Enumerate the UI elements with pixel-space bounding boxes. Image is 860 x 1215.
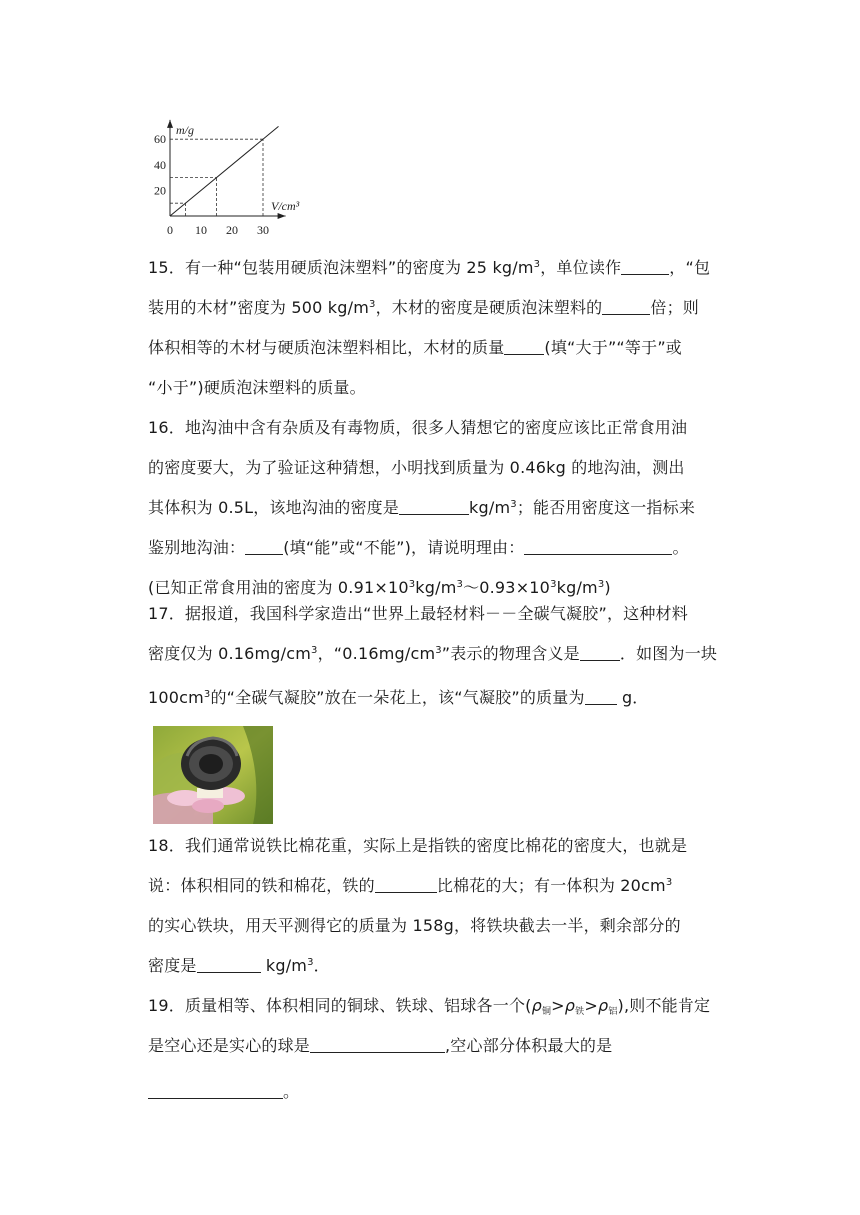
- q17-answer-blank-2[interactable]: [585, 688, 617, 705]
- x-tick-label: 20: [226, 223, 238, 237]
- q16-line2-text: 的密度要大，为了验证这种猜想，小明找到质量为 0.46kg 的地沟油，测出: [148, 458, 685, 477]
- q16-line5-text-c: ～0.93×10: [463, 578, 551, 597]
- y-tick-label: 20: [154, 183, 166, 198]
- y-tick-label: 60: [154, 132, 166, 147]
- q15-answer-blank-3[interactable]: [504, 338, 544, 355]
- rho-symbol: ρ: [564, 996, 576, 1015]
- q16-unit-2: kg/m: [415, 578, 457, 597]
- subscript-aluminum: 铝: [608, 1007, 618, 1017]
- q15-line3-text-b: (填“大于”“等于”或: [544, 338, 683, 357]
- mass-volume-chart: [145, 118, 315, 243]
- q17-line2-text-c: ”表示的物理含义是: [441, 644, 580, 663]
- y-axis-label: m/g: [176, 123, 194, 137]
- q15-line2-text-b: ，木材的密度是硬质泡沫塑料的: [375, 298, 603, 317]
- q19-line3-text: 。: [283, 1082, 300, 1101]
- y-tick-label: 40: [154, 157, 166, 172]
- greater-than: >: [584, 996, 598, 1015]
- q18-line4-text: 密度是: [148, 956, 197, 975]
- aerogel-on-flower-photo: [153, 726, 273, 824]
- x-axis-label: V/cm³: [271, 199, 300, 213]
- q17-line2-text-d: ．如图为一块: [619, 644, 718, 663]
- q18-line2-text-b: 比棉花的大；有一体积为 20cm: [436, 876, 666, 895]
- q15-line1-text-b: ，单位读作: [540, 258, 622, 277]
- q16-line5-text: (已知正常食用油的密度为 0.91×10: [148, 578, 409, 597]
- question-15: [148, 258, 728, 418]
- q16-line4-text: 鉴别地沟油：: [148, 538, 246, 557]
- q15-line1-text-c: ，“包: [669, 258, 711, 277]
- q19-answer-blank-1[interactable]: [310, 1036, 445, 1053]
- superscript: 3: [533, 259, 541, 270]
- x-axis-arrow: [278, 213, 286, 219]
- rho-symbol: ρ: [531, 996, 542, 1015]
- q16-unit: kg/m: [469, 498, 511, 517]
- q15-line2-text: 装用的木材”密度为 500 kg/m: [148, 298, 369, 317]
- x-tick-label: 0: [167, 223, 173, 237]
- question-18: [148, 836, 728, 996]
- x-tick-label: 10: [195, 223, 207, 237]
- q16-unit-3: kg/m: [556, 578, 598, 597]
- q18-answer-blank-2[interactable]: [197, 956, 261, 973]
- q19-answer-blank-2[interactable]: [148, 1082, 283, 1099]
- superscript: 3: [510, 499, 517, 510]
- q16-line1-text: 16．地沟油中含有杂质及有毒物质，很多人猜想它的密度应该比正常食用油: [148, 418, 688, 437]
- q19-line1-text-b: ),则不能肯定: [617, 996, 711, 1015]
- q15-answer-blank-2[interactable]: [602, 298, 650, 315]
- q16-line3-text-c: ；能否用密度这一指标来: [516, 498, 696, 517]
- q17-line2-text-b: ，“0.16mg/cm: [317, 644, 436, 663]
- q16-answer-blank-2[interactable]: [245, 538, 283, 555]
- superscript: 3: [665, 877, 673, 888]
- subscript-copper: 铜: [541, 1007, 552, 1017]
- superscript: 3: [369, 299, 376, 310]
- q17-line3-text-c: g．: [616, 688, 649, 707]
- q18-line4-text-c: ．: [313, 956, 330, 975]
- superscript: 3: [435, 645, 442, 656]
- q16-line3-text: 其体积为 0.5L，该地沟油的密度是: [148, 498, 400, 517]
- q15-line2-text-c: 倍；则: [650, 298, 699, 317]
- q16-answer-blank-3[interactable]: [524, 538, 672, 555]
- q16-answer-blank-1[interactable]: [399, 498, 469, 515]
- q17-answer-blank-1[interactable]: [580, 644, 620, 661]
- q15-line1-text: 15．有一种“包装用硬质泡沫塑料”的密度为 25 kg/m: [148, 258, 534, 277]
- q19-line1-text: 19．质量相等、体积相同的铜球、铁球、铝球各一个(: [148, 996, 532, 1015]
- q15-line3-text: 体积相等的木材与硬质泡沫塑料相比，木材的质量: [148, 338, 505, 357]
- q18-line3-text: 的实心铁块，用天平测得它的质量为 158g，将铁块截去一半，剩余部分的: [148, 916, 681, 935]
- q16-line4-text-c: 。: [672, 538, 689, 557]
- question-17: [148, 604, 728, 728]
- q18-line1-text: 18．我们通常说铁比棉花重，实际上是指铁的密度比棉花的密度大，也就是: [148, 836, 688, 855]
- q16-line4-text-b: (填“能”或“不能”)，请说明理由：: [283, 538, 525, 557]
- q17-line2-text: 密度仅为 0.16mg/cm: [148, 644, 312, 663]
- superscript: 3: [550, 579, 557, 590]
- q18-unit: kg/m: [260, 956, 308, 975]
- y-axis-arrow: [167, 120, 173, 128]
- subscript-iron: 铁: [575, 1007, 585, 1017]
- q15-answer-blank-1[interactable]: [621, 258, 669, 275]
- q18-line2-text: 说：体积相同的铁和棉花，铁的: [148, 876, 375, 895]
- superscript: 3: [456, 579, 464, 590]
- question-16: [148, 418, 728, 618]
- q17-line1-text: 17．据报道，我国科学家造出“世界上最轻材料－－全碳气凝胶”，这种材料: [148, 604, 688, 623]
- question-19: [148, 996, 728, 1122]
- greater-than: >: [551, 996, 565, 1015]
- q16-line5-text-e: ): [604, 578, 611, 597]
- q15-line4-text: “小于”)硬质泡沫塑料的质量。: [148, 378, 366, 397]
- q17-line3-text-b: 的“全碳气凝胶”放在一朵花上，该“气凝胶”的质量为: [210, 688, 585, 707]
- q19-line2-text: 是空心还是实心的球是: [148, 1036, 311, 1055]
- rho-symbol: ρ: [597, 996, 609, 1015]
- q17-line3-text: 100cm: [148, 688, 204, 707]
- q19-line2-text-b: ,空心部分体积最大的是: [445, 1036, 613, 1055]
- series-line: [170, 126, 279, 216]
- superscript: 3: [307, 957, 314, 968]
- superscript: 3: [408, 579, 416, 590]
- superscript: 3: [311, 645, 318, 656]
- q18-answer-blank-1[interactable]: [375, 876, 437, 893]
- superscript: 3: [597, 579, 605, 590]
- x-tick-label: 30: [257, 223, 269, 237]
- superscript: 3: [203, 689, 211, 700]
